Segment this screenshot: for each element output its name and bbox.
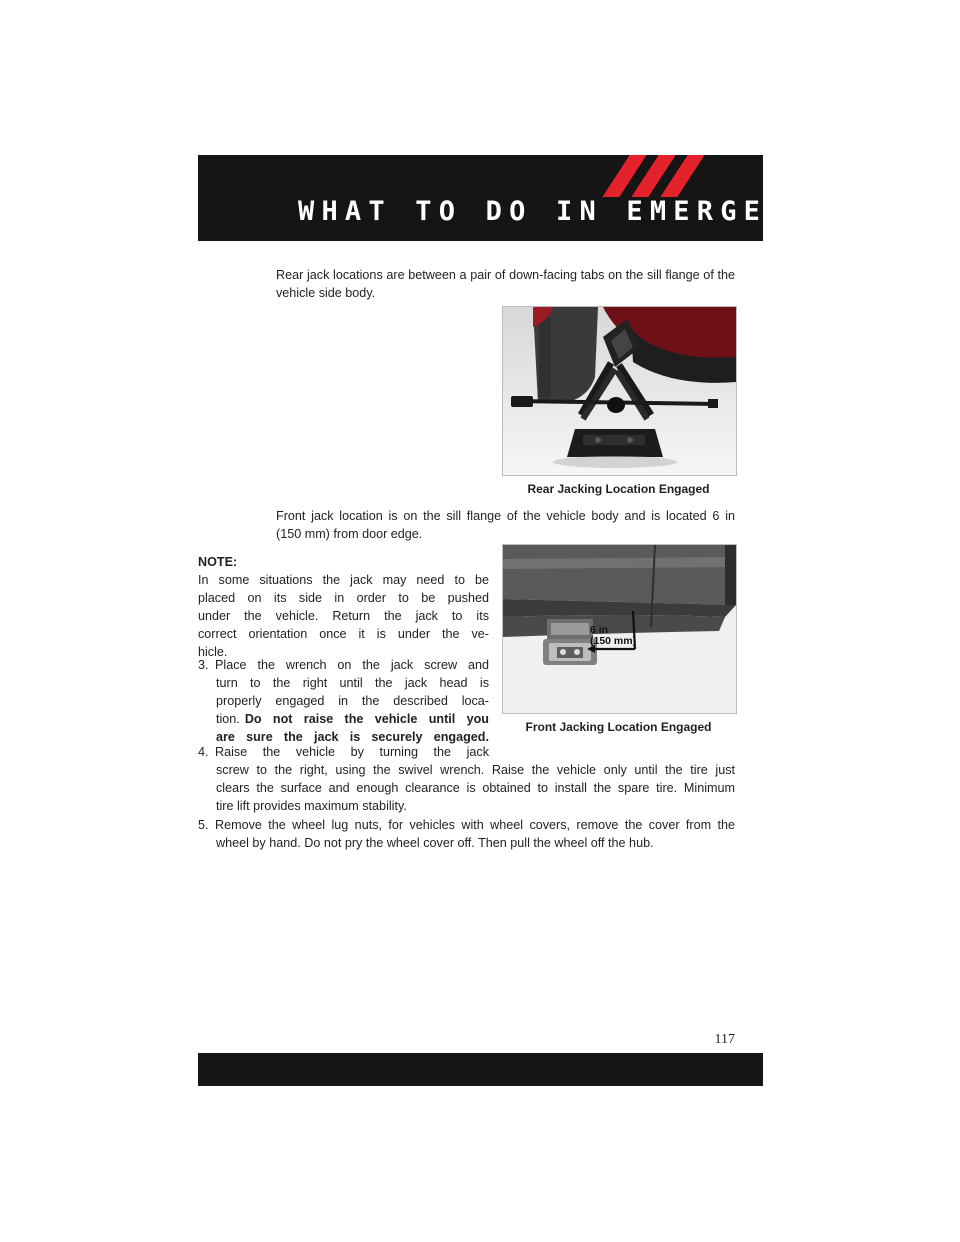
front-jack-text-line2: (150 mm) from door edge.	[276, 527, 423, 541]
step-3-last-plain: tion.	[216, 712, 240, 726]
dimension-mm: (150 mm)	[590, 635, 637, 647]
rear-figure-caption: Rear Jacking Location Engaged	[527, 482, 710, 496]
step-3-line-2: turn to the right until the jack head is	[216, 676, 489, 690]
step-3-line-4	[216, 711, 489, 729]
front-dimension-label	[590, 625, 636, 647]
note-line-2: placed on its side in order to be pushed	[198, 591, 489, 605]
note-line-5: hicle.	[198, 645, 228, 659]
front-figure-caption: Front Jacking Location Engaged	[525, 720, 712, 734]
step-4-line-1: Raise the vehicle by turning the jack	[215, 745, 489, 759]
step-5-number: 5.	[198, 818, 209, 832]
step-4-line-3: clears the surface and enough clearance is obtained to install the spare tire. Minimum	[216, 781, 735, 795]
dimension-inches: 6 in	[590, 624, 609, 636]
step-4-line-4: tire lift provides maximum stability.	[216, 799, 407, 813]
note-line-3: under the vehicle. Return the jack to its	[198, 609, 489, 623]
chapter-title: WHAT TO DO IN EMERGENCIES	[298, 196, 885, 227]
step-4-line-2: screw to the right, using the swivel wrench. Raise the vehicle only until the tire just	[216, 763, 735, 777]
step-3-line-1: Place the wrench on the jack screw and	[215, 658, 489, 672]
step-3-warning-2: are sure the jack is securely engaged.	[216, 730, 489, 744]
rear-jack-text-line1: Rear jack locations are between a pair of down-facing tabs on the sill flange of the	[276, 268, 735, 282]
step-3-warning-1: Do not raise the vehicle until you	[244, 712, 489, 726]
rear-jack-text-line2: vehicle side body.	[276, 286, 376, 300]
step-5-line-1: Remove the wheel lug nuts, for vehicles with wheel covers, remove the cover from the	[215, 818, 735, 832]
footer-band	[198, 1053, 763, 1086]
note-heading: NOTE:	[198, 555, 238, 569]
step-3-line-3: properly engaged in the described loca-	[216, 694, 489, 708]
note-line-1: In some situations the jack may need to be	[198, 573, 489, 587]
step-3-number: 3.	[198, 658, 209, 672]
front-jack-text-line1: Front jack location is on the sill flange of the vehicle body and is located 6 in	[276, 509, 735, 523]
page-number: 117	[714, 1032, 735, 1047]
note-line-4: correct orientation once it is under the ve-	[198, 627, 489, 641]
step-4-number: 4.	[198, 745, 209, 759]
chapter-header	[198, 155, 885, 241]
rear-jack-figure	[502, 306, 737, 476]
step-5-line-2: wheel by hand. Do not pry the wheel cover off. Then pull the wheel off the hub.	[216, 836, 654, 850]
rear-jack-illustration	[503, 307, 736, 475]
front-jack-figure	[502, 544, 737, 714]
